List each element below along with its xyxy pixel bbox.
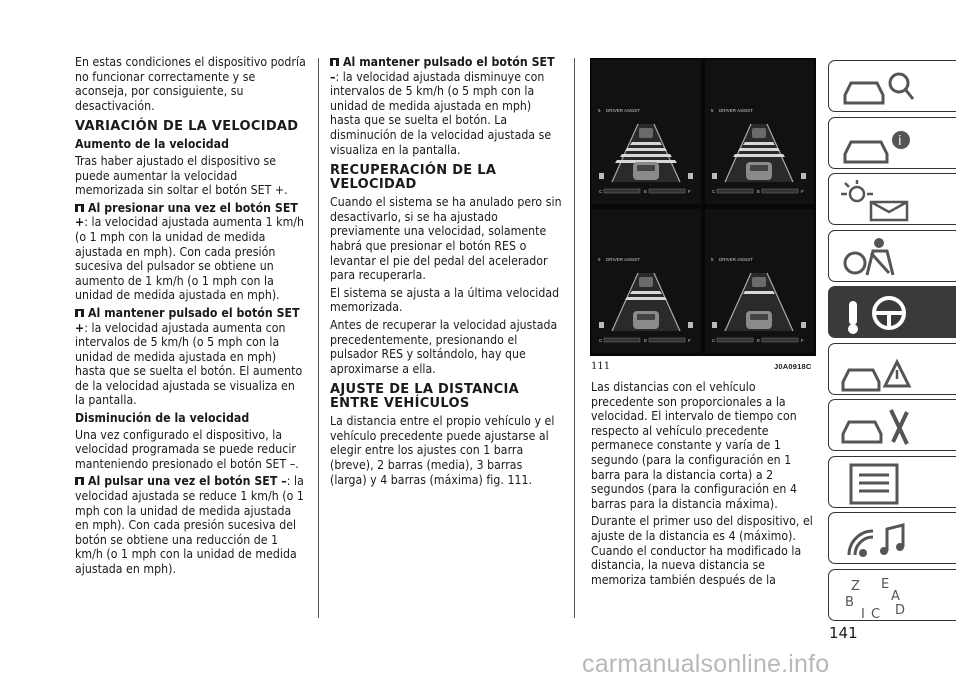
crash-warning-icon — [837, 348, 917, 392]
panel-title: DRIVER ASSIST — [606, 108, 641, 113]
multimedia-icon — [837, 517, 917, 561]
own-vehicle-window — [750, 165, 768, 171]
lead-vehicle — [752, 277, 766, 287]
bullet-set-plus-once — [75, 201, 307, 303]
distance-bar — [733, 154, 785, 157]
column-right — [591, 380, 816, 590]
bullet-set-plus-hold — [75, 306, 307, 408]
gauge-bar-right — [762, 338, 798, 342]
distance-bar — [630, 291, 662, 294]
gauge-letter-mid: E — [757, 338, 761, 343]
car-info-icon — [837, 122, 917, 166]
gauge-letter-left: C — [712, 338, 716, 343]
fuel-icon — [801, 173, 806, 179]
paragraph-first-use: Durante el primer uso del dispositivo, el ajuste de la distancia es 4 (máximo). Cuando el conductor ha modificado la distancia, la nueva distancia se memoriza también después de la — [591, 514, 813, 587]
chapter-tab[interactable] — [828, 60, 956, 112]
distance-bar — [743, 291, 775, 294]
bullet-set-minus-once — [75, 474, 307, 576]
bullet-icon — [75, 309, 84, 317]
driver-assist-panels — [590, 58, 816, 356]
alphabetical-index-icon — [837, 574, 917, 618]
subheading-speed-increase: Aumento de la velocidad — [75, 137, 229, 152]
panel-title: DRIVER ASSIST — [719, 108, 754, 113]
bullet-icon — [75, 204, 84, 212]
panel-number: 5 — [711, 257, 714, 262]
car-service-tools-icon — [837, 404, 917, 448]
airbag-seatbelt-icon — [837, 235, 917, 279]
column-left — [75, 55, 307, 580]
svg-text:i: i — [898, 133, 902, 149]
paragraph-recovery: Cuando el sistema se ha anulado pero sin desactivarlo, si se ha ajustado previamente una velocidad, solamente habrá que presionar el botón RES o levantar el pie del pedal del acelerador para recuperarla. — [330, 195, 562, 283]
gauge-bar-right — [762, 189, 798, 193]
bullet-icon — [330, 58, 339, 66]
section-heading-distance-adjust: AJUSTE DE LA DISTANCIA ENTRE VEHÍCULOS — [330, 382, 519, 412]
bullet-text: : la velocidad ajustada disminuye con intervalos de 5 km/h (o 5 mph con la unidad de medida ajustada en mph) hasta que se suelta el botón. La disminución de la velocidad ajustada se visualiza en la pantalla. — [330, 69, 552, 157]
fuel-icon — [801, 322, 806, 328]
gauge-bar-left — [717, 189, 753, 193]
svg-text:D: D — [895, 602, 906, 618]
svg-text:I: I — [861, 606, 865, 618]
watermark: carmanualsonline.info — [582, 650, 830, 678]
gauge-bar-left — [604, 338, 640, 342]
paragraph-decrease: Una vez configurado el dispositivo, la velocidad programada se puede reducir manteniendo presionado el botón SET –. — [75, 427, 299, 471]
figure-code: J0A0918C — [774, 362, 812, 371]
bullet-bold-text: Al presionar una vez el botón SET + — [75, 200, 298, 230]
gauge-letter-left: C — [599, 189, 603, 194]
lead-vehicle — [639, 128, 653, 138]
gauge-bar-right — [649, 189, 685, 193]
paragraph-last-speed: El sistema se ajusta a la última velocidad memorizada. — [330, 285, 560, 315]
bullet-bold-text: Al mantener pulsado el botón SET + — [75, 305, 300, 335]
specifications-list-icon — [837, 461, 917, 505]
panel-title: DRIVER ASSIST — [606, 257, 641, 262]
distance-bar — [630, 142, 662, 145]
svg-text:E: E — [881, 576, 890, 592]
paragraph-distances: Las distancias con el vehículo precedente son proporcionales a la velocidad. El intervalo de tiempo con respecto al vehículo precedente permanece constante y varía de 1 segundo (para la configuración en 1 barra para la distancia corta) a 2 segundos (para la configuración en 4 barras para la distancia máxima). — [591, 380, 797, 511]
svg-text:Z: Z — [851, 578, 860, 594]
chapter-tab[interactable] — [828, 456, 956, 508]
own-vehicle-window — [750, 314, 768, 320]
figure-driver-assist-displays — [590, 58, 816, 356]
chapter-tab[interactable] — [828, 399, 956, 451]
temp-icon — [712, 322, 717, 328]
chapter-tab[interactable] — [828, 286, 956, 338]
intro-paragraph: En estas condiciones el dispositivo podría no funcionar correctamente y se aconseja, por consiguiente, su desactivación. — [75, 55, 306, 113]
gauge-letter-right: F — [688, 338, 691, 343]
steering-wheel-key-icon — [837, 291, 917, 335]
chapter-tab[interactable] — [828, 569, 956, 621]
column-divider — [318, 58, 319, 618]
bullet-icon — [75, 477, 84, 485]
chapter-tab[interactable] — [828, 343, 956, 395]
svg-text:B: B — [845, 594, 854, 610]
bullet-text: : la velocidad ajustada aumenta 1 km/h (o 1 mph con la unidad de medida ajustada en mph). Con cada presión sucesiva del pulsador se obtiene un aumento de 1 km/h (o 1 mph con la unidad de medida ajustada en mph). — [75, 215, 305, 303]
gauge-bar-right — [649, 338, 685, 342]
temp-icon — [712, 173, 717, 179]
panel-number: 5 — [598, 257, 601, 262]
figure-number: 111 — [591, 361, 611, 372]
warning-lights-icon — [837, 178, 917, 222]
section-heading-speed-recovery: RECUPERACIÓN DE LA VELOCIDAD — [330, 163, 497, 193]
paragraph-increase: Tras haber ajustado el dispositivo se puede aumentar la velocidad memorizada sin soltar el botón SET +. — [75, 153, 288, 198]
fuel-icon — [688, 322, 693, 328]
bullet-bold-text: Al mantener pulsado el botón SET – — [330, 55, 555, 84]
gauge-letter-mid: E — [644, 189, 648, 194]
column-divider — [574, 58, 575, 618]
lead-vehicle — [752, 128, 766, 138]
page-number: 141 — [829, 624, 858, 642]
svg-text:A: A — [891, 588, 900, 604]
chapter-tabs — [828, 60, 956, 625]
chapter-tab[interactable] — [828, 117, 956, 169]
gauge-letter-left: C — [712, 189, 716, 194]
panel-number: 5 — [598, 108, 601, 113]
distance-bar — [743, 142, 775, 145]
subheading-speed-decrease: Disminución de la velocidad — [75, 411, 250, 426]
paragraph-distance: La distancia entre el propio vehículo y el vehículo precedente puede ajustarse al elegir entre los ajustes con 1 barra (breve), 2 barras (media), 3 barras (larga) y 4 barras (máxima) fig. 111. — [330, 414, 555, 487]
paragraph-before-recover: Antes de recuperar la velocidad ajustada precedentemente, presionando el pulsador RES y soltándolo, hay que aproximarse a ella. — [330, 317, 558, 376]
distance-bar — [625, 297, 667, 300]
gauge-bar-left — [717, 338, 753, 342]
distance-bar — [620, 154, 672, 157]
distance-bar — [738, 148, 780, 151]
gauge-letter-left: C — [599, 338, 603, 343]
gauge-letter-right: F — [801, 338, 804, 343]
fuel-icon — [688, 173, 693, 179]
chapter-tab[interactable] — [828, 230, 956, 282]
distance-bar — [625, 148, 667, 151]
panel-title: DRIVER ASSIST — [719, 257, 754, 262]
own-vehicle-window — [637, 314, 655, 320]
svg-text:C: C — [871, 606, 881, 618]
lead-vehicle — [639, 277, 653, 287]
bullet-text: : la velocidad ajustada aumenta con intervalos de 5 km/h (o 5 mph con la unidad de medida ajustada en mph) hasta que se suelta el botón. El aumento de la velocidad ajustada se visualiza en la pantalla. — [75, 320, 303, 408]
bullet-text: : la velocidad ajustada se reduce 1 km/h (o 1 mph con la unidad de medida ajustada en mph). Con cada presión sucesiva del botón se obtiene una reducción de 1 km/h (o 1 mph con la unidad de medida ajustada en mph). — [75, 474, 304, 576]
gauge-letter-mid: E — [757, 189, 761, 194]
gauge-letter-mid: E — [644, 338, 648, 343]
temp-icon — [599, 173, 604, 179]
gauge-bar-left — [604, 189, 640, 193]
bullet-set-minus-hold — [330, 55, 562, 157]
column-middle — [330, 55, 562, 490]
chapter-tab[interactable] — [828, 512, 956, 564]
temp-icon — [599, 322, 604, 328]
section-heading-speed-variation: VARIACIÓN DE LA VELOCIDAD — [75, 119, 299, 135]
gauge-letter-right: F — [801, 189, 804, 194]
gauge-letter-right: F — [688, 189, 691, 194]
car-search-icon — [837, 65, 917, 109]
own-vehicle-window — [637, 165, 655, 171]
bullet-bold-text: Al pulsar una vez el botón SET – — [88, 474, 287, 489]
panel-number: 5 — [711, 108, 714, 113]
chapter-tab[interactable] — [828, 173, 956, 225]
